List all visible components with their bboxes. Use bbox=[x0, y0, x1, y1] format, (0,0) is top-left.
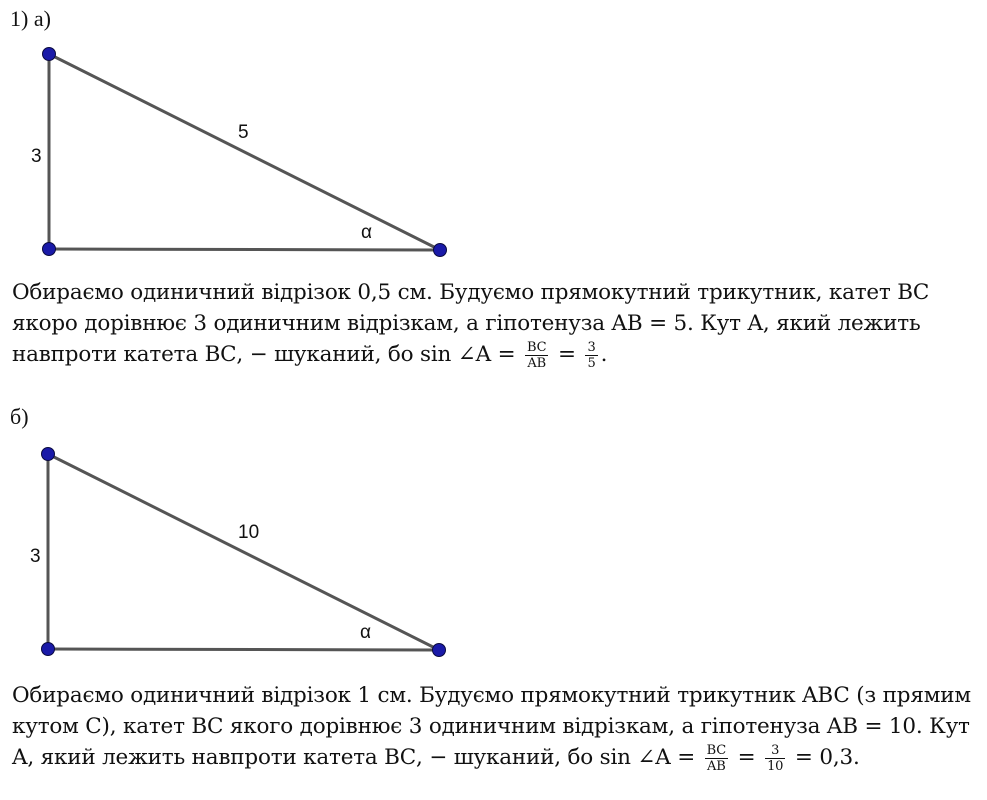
vertex-c-a bbox=[43, 243, 56, 256]
part-b-text bbox=[12, 680, 982, 774]
angle-label-a: α bbox=[361, 222, 372, 243]
fraction-bc-ab-b: $\frac{BC}{AB}$ bbox=[706, 742, 726, 774]
part-a-text bbox=[12, 277, 982, 371]
angle-label-b: α bbox=[360, 622, 371, 643]
leg-label-a: 3 bbox=[31, 146, 42, 167]
part-a-heading: 1) а) bbox=[10, 6, 51, 31]
part-b-line-3: A, який лежить навпроти катета ВС, − шуканий, бо sin ∠A = $\frac{BC}{AB}$ = $\frac{3}{10}$ = 0,3. bbox=[12, 742, 860, 774]
vertex-b-a bbox=[43, 48, 56, 61]
hypotenuse-b bbox=[48, 454, 439, 650]
vertex-c-b bbox=[42, 643, 55, 656]
hypotenuse-a bbox=[49, 54, 440, 250]
triangle-figure-a bbox=[0, 40, 480, 265]
vertex-b-b bbox=[42, 448, 55, 461]
leg-ca-b bbox=[48, 649, 439, 650]
part-b-line-1: Обираємо одиничний відрізок 1 см. Будуємо прямокутний трикутник ABC (з прямим bbox=[12, 683, 971, 708]
vertex-a-a bbox=[434, 244, 447, 257]
part-a-line-1: Обираємо одиничний відрізок 0,5 см. Будуємо прямокутний трикутник, катет ВС bbox=[12, 280, 930, 305]
leg-label-b: 3 bbox=[30, 546, 41, 567]
hypotenuse-label-b: 10 bbox=[238, 522, 260, 543]
hypotenuse-label-a: 5 bbox=[238, 122, 249, 143]
part-b-line-2: кутом C), катет ВС якого дорівнює 3 одиничним відрізкам, а гіпотенуза AB = 10. Кут bbox=[12, 714, 970, 739]
fraction-3-10: $\frac{3}{10}$ bbox=[767, 742, 784, 774]
triangle-figure-b bbox=[0, 440, 480, 665]
vertex-a-b bbox=[433, 644, 446, 657]
part-a-line-3: навпроти катета ВС, − шуканий, бо sin ∠A = $\frac{BC}{AB}$ = $\frac{3}{5}$ . bbox=[12, 339, 608, 371]
leg-ca-a bbox=[49, 249, 440, 250]
part-a-line-2: якоро дорівнює 3 одиничним відрізкам, а гіпотенуза AB = 5. Кут A, який лежить bbox=[12, 311, 921, 336]
part-b-heading: б) bbox=[10, 404, 29, 429]
fraction-3-5: $\frac{3}{5}$ bbox=[587, 339, 596, 371]
fraction-bc-ab-a: $\frac{BC}{AB}$ bbox=[527, 339, 547, 371]
